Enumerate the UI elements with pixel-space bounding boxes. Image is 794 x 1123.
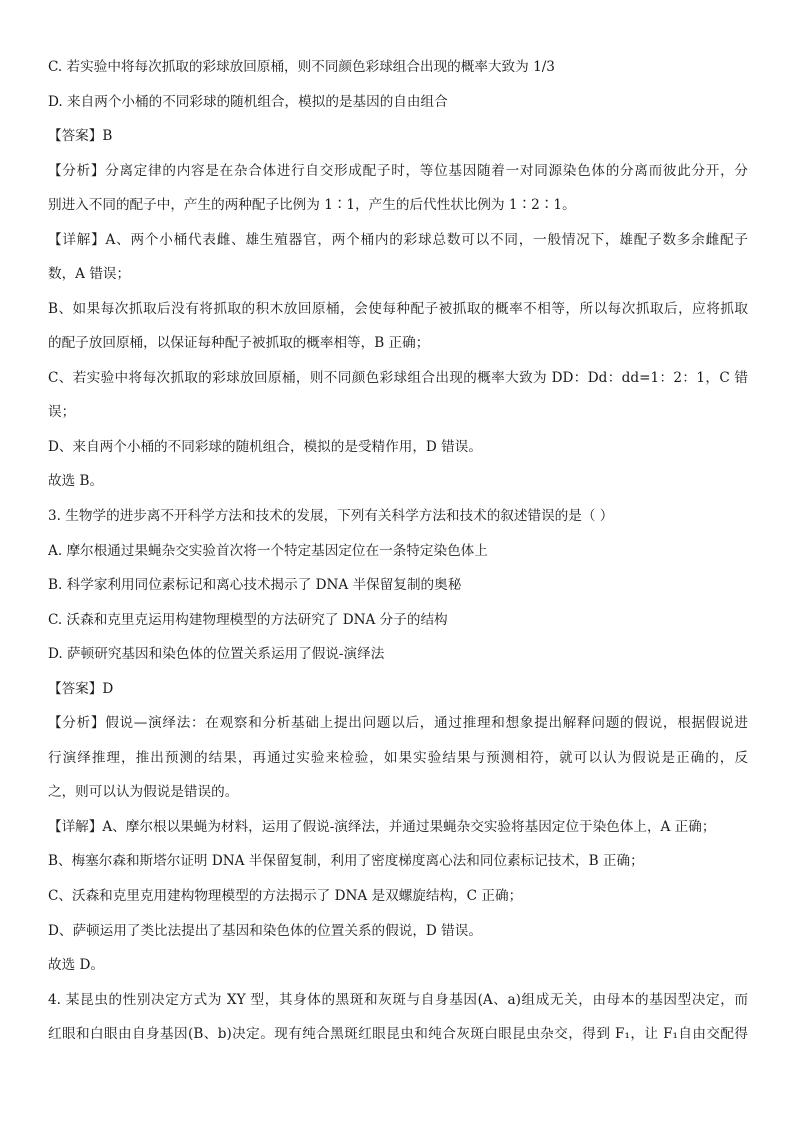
analysis-q2-line-2: 别进入不同的配子中，产生的两种配子比例为 1∶1，产生的后代性状比例为 1∶2∶1。 [48,197,576,213]
detail-q2-line-7: D、来自两个小桶的不同彩球的随机组合，模拟的是受精作用，D 错误。 [48,439,482,455]
answer-q2: 【答案】B [48,128,113,144]
question-3-stem: 3. 生物学的进步离不开科学方法和技术的发展，下列有关科学方法和技术的叙述错误的是（ ） [48,508,614,524]
detail-q2-line-4: 的配子放回原桶，以保证每种配子被抓取的概率相等，B 正确； [48,335,430,351]
option-c-q2: C. 若实验中将每次抓取的彩球放回原桶，则不同颜色彩球组合出现的概率大致为 1/3 [48,59,555,75]
detail-q3-line-4: D、萨顿运用了类比法提出了基因和染色体的位置关系的假说，D 错误。 [48,923,482,939]
analysis-q3-line-2: 行演绎推理，推出预测的结果，再通过实验来检验，如果实验结果与预测相符，就可以认为假说是正确的，反 [48,750,748,766]
option-d-q2: D. 来自两个小桶的不同彩球的随机组合，模拟的是基因的自由组合 [48,94,448,110]
option-d-q3: D. 萨顿研究基因和染色体的位置关系运用了假说-演绎法 [48,646,385,662]
analysis-q3-line-3: 之，则可以认为假说是错误的。 [48,784,239,800]
detail-q2-line-2: 数，A 错误； [48,266,131,282]
detail-q3-line-2: B、梅塞尔森和斯塔尔证明 DNA 半保留复制，利用了密度梯度离心法和同位素标记技术，B 正确； [48,853,644,869]
answer-q3: 【答案】D [48,681,114,697]
detail-q2-line-3: B、如果每次抓取后没有将抓取的积木放回原桶，会使每种配子被抓取的概率不相等，所以每次抓取后，应将抓取 [48,301,748,317]
detail-q2-line-5: C、若实验中将每次抓取的彩球放回原桶，则不同颜色彩球组合出现的概率大致为 DD：Dd：dd=1：2：1，C 错 [48,370,748,386]
conclusion-q2: 故选 B。 [48,473,104,489]
detail-q2-line-1: 【详解】A、两个小桶代表雌、雄生殖器官，两个桶内的彩球总数可以不同，一般情况下，雄配子数多余雌配子 [48,232,748,248]
option-c-q3: C. 沃森和克里克运用构建物理模型的方法研究了 DNA 分子的结构 [48,612,448,628]
question-4-stem-line-2: 红眼和白眼由自身基因(B、b)决定。现有纯合黑斑红眼昆虫和纯合灰斑白眼昆虫杂交，得到 F₁，让 F₁自由交配得 [48,1026,748,1042]
analysis-q3-line-1: 【分析】假说—演绎法：在观察和分析基础上提出问题以后，通过推理和想象提出解释问题的假说，根据假说进 [48,715,748,731]
detail-q3-line-1: 【详解】A、摩尔根以果蝇为材料，运用了假说-演绎法，并通过果蝇杂交实验将基因定位于染色体上，A 正确； [48,819,716,835]
conclusion-q3: 故选 D。 [48,957,105,973]
detail-q3-line-3: C、沃森和克里克用建构物理模型的方法揭示了 DNA 是双螺旋结构，C 正确； [48,888,523,904]
option-a-q3: A. 摩尔根通过果蝇杂交实验首次将一个特定基因定位在一条特定染色体上 [48,543,488,559]
analysis-q2-line-1: 【分析】分离定律的内容是在杂合体进行自交形成配子时，等位基因随着一对同源染色体的分离而彼此分开，分 [48,163,748,179]
detail-q2-line-6: 误； [48,404,76,420]
question-4-stem-line-1: 4. 某昆虫的性别决定方式为 XY 型，其身体的黑斑和灰斑与自身基因(A、a)组成无关，由母本的基因型决定，而 [48,992,748,1008]
option-b-q3: B. 科学家利用同位素标记和离心技术揭示了 DNA 半保留复制的奥秘 [48,577,462,593]
